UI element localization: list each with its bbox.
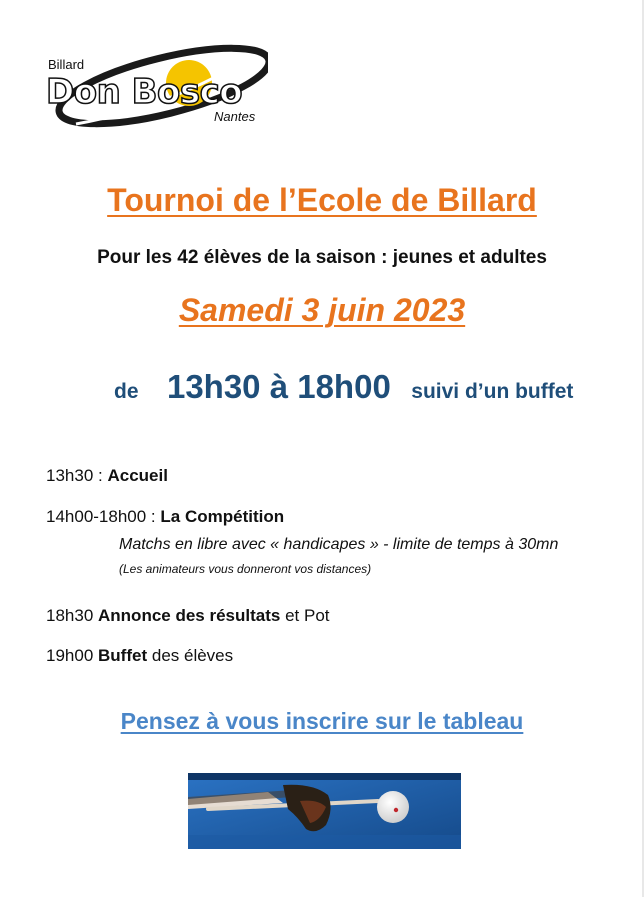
program-label: Accueil (107, 466, 168, 485)
billiard-photo (188, 773, 461, 849)
program-rest: et Pot (285, 606, 330, 625)
program-time: 18h30 (46, 606, 94, 625)
subtitle: Pour les 42 élèves de la saison : jeunes et adultes (97, 247, 547, 268)
program-note: (Les animateurs vous donneront vos distances) (119, 562, 372, 576)
time-row (114, 368, 573, 406)
program-label: Annonce des résultats (98, 606, 281, 625)
program-time: 14h00-18h00 : (46, 507, 156, 526)
logo-club-name: Don Bosco (46, 72, 243, 112)
program-item (46, 507, 284, 527)
logo-top-word: Billard (48, 57, 85, 72)
time-prefix: de (114, 380, 139, 403)
event-date: Samedi 3 juin 2023 (178, 292, 466, 328)
program-item (46, 646, 233, 666)
program-label: La Compétition (160, 507, 285, 526)
logo-city: Nantes (214, 109, 256, 124)
signup-link[interactable]: Pensez à vous inscrire sur le tableau (120, 708, 524, 734)
program-time: 13h30 : (46, 466, 103, 485)
time-hours: 13h30 à 18h00 (166, 368, 391, 405)
program-rest: des élèves (151, 646, 234, 665)
program-time: 19h00 (46, 646, 94, 665)
program-label: Buffet (98, 646, 148, 665)
program-detail: Matchs en libre avec « handicapes » - limite de temps à 30mn (119, 536, 559, 553)
time-suffix: suivi d’un buffet (411, 380, 574, 403)
program-item (46, 466, 168, 486)
club-logo (46, 38, 268, 138)
program-item (46, 606, 330, 626)
page-title: Tournoi de l’Ecole de Billard (107, 182, 537, 218)
billiard-cue-and-ball-image (188, 773, 461, 849)
